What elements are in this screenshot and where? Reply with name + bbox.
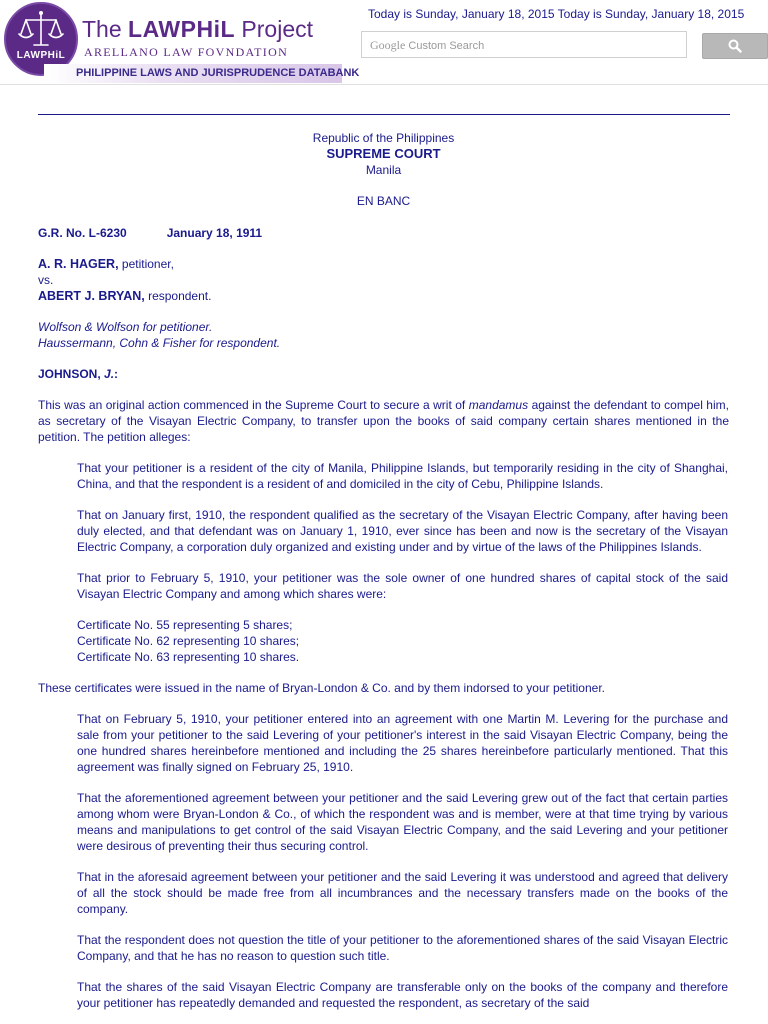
brand-name: LAWPHiL — [128, 16, 236, 42]
brand-prefix: The — [82, 16, 122, 42]
header-divider — [0, 84, 768, 85]
foundation-name: ARELLANO LAW FOVNDATION — [84, 45, 289, 59]
search-placeholder — [370, 38, 484, 53]
ponente-title: J. — [104, 367, 115, 381]
petitioner-role: petitioner, — [118, 257, 174, 271]
tagline-band — [44, 64, 360, 83]
intro-text-a: This was an original action commenced in the Supreme Court to secure a writ of — [38, 398, 469, 412]
allegation-paragraph: That on January first, 1910, the respondent qualified as the secretary of the Visayan Electric Company, after having been duly elected, and that defendant was on January 1, 1910, ever since has been and now is the secretary of the Visayan Electric Company, a corporation duly organized and existing under and by virtue of the laws of the Philippines Islands. — [77, 508, 728, 554]
google-wordmark: Google — [370, 38, 406, 52]
search-icon — [728, 39, 742, 53]
intro-emphasis: mandamus — [468, 398, 529, 412]
republic-line: Republic of the Philippines — [312, 131, 455, 145]
site-header — [0, 0, 768, 84]
intro-text-b: against the defendant to compel him, as secretary of the Visayan Electric Company, to transfer upon the books of said company certain shares mentioned in the petition. The petition alleges: — [38, 398, 729, 444]
court-name: SUPREME COURT — [326, 146, 441, 161]
certificate-item: Certificate No. 62 representing 10 shares; — [77, 634, 300, 648]
search-button[interactable] — [702, 33, 768, 59]
certificate-item: Certificate No. 63 representing 10 shares. — [77, 650, 300, 664]
search-placeholder-text: Custom Search — [408, 40, 485, 52]
ponente — [38, 366, 729, 382]
decision-document — [38, 130, 729, 1011]
tagline: PHILIPPINE LAWS AND JURISPRUDENCE DATABANK — [76, 67, 360, 79]
search-input[interactable] — [361, 31, 687, 58]
content-divider — [38, 114, 730, 115]
allegation-paragraph: That your petitioner is a resident of the city of Manila, Philippine Islands, but temporarily residing in the city of Shanghai, China, and that the respondent is a resident of and domiciled in the city of Cebu, Philippine Islands. — [77, 461, 728, 491]
logo-label: LAWPHiL — [16, 50, 66, 61]
case-parties — [38, 256, 729, 304]
division: EN BANC — [356, 194, 411, 208]
court-city: Manila — [365, 163, 402, 177]
ponente-colon: : — [114, 367, 119, 381]
certificate-item: Certificate No. 55 representing 5 shares; — [77, 618, 293, 632]
respondent-role: respondent. — [144, 289, 212, 303]
intro-paragraph — [38, 397, 729, 445]
allegation-paragraph: That prior to February 5, 1910, your petitioner was the sole owner of one hundred shares of capital stock of the said Visayan Electric Company and among which shares were: — [77, 571, 728, 601]
decision-date: January 18, 1911 — [166, 226, 263, 240]
counsel-petitioner: Wolfson & Wolfson for petitioner. — [38, 320, 213, 334]
date-display: Today is Sunday, January 18, 2015 Today is Sunday, January 18, 2015 — [368, 7, 745, 21]
certificate-list — [77, 617, 728, 665]
allegations-group-1 — [77, 460, 728, 665]
gr-number: G.R. No. L-6230 — [38, 226, 127, 240]
allegation-paragraph: That the aforementioned agreement between your petitioner and the said Levering grew out of the fact that certain parties among whom were Bryan-London & Co., of which the respondent was and is member, were at that time trying by various means and manipulations to get control of the said Visayan Electric Company, and the said Levering and your petitioner were desirous of preventing their thus securing control. — [77, 791, 728, 853]
versus: vs. — [38, 273, 54, 287]
ponente-name: JOHNSON, — [38, 367, 101, 381]
allegation-paragraph: That the shares of the said Visayan Electric Company are transferable only on the books of the company and therefore your petitioner has repeatedly demanded and requested the respondent, as secretary of the said — [77, 980, 728, 1010]
counsel-block — [38, 319, 729, 351]
brand-suffix: Project — [241, 16, 314, 42]
allegation-paragraph: That on February 5, 1910, your petitioner entered into an agreement with one Martin M. Levering for the purchase and sale from your petitioner to the said Levering of your petitioner's interest in the said Visayan Electric Company, being the one hundred shares hereinbefore mentioned and including the 25 shares hereinbefore particularly mentioned. That this agreement was finally signed on February 25, 1910. — [77, 712, 728, 774]
case-number-line — [38, 225, 729, 241]
counsel-respondent: Haussermann, Cohn & Fisher for respondent. — [38, 336, 281, 350]
petitioner-name: A. R. HAGER, — [38, 257, 119, 271]
respondent-name: ABERT J. BRYAN, — [38, 289, 145, 303]
allegations-group-2 — [77, 711, 728, 1011]
certificates-note: These certificates were issued in the name of Bryan-London & Co. and by them indorsed to your petitioner. — [38, 681, 605, 695]
court-heading — [38, 130, 729, 178]
site-title[interactable] — [82, 18, 313, 41]
allegation-paragraph: That in the aforesaid agreement between your petitioner and the said Levering it was understood and agreed that delivery of all the stock should be made free from all incumbrances and the necessary transfers made on the books of the company. — [77, 870, 728, 916]
allegation-paragraph: That the respondent does not question the title of your petitioner to the aforementioned shares of the said Visayan Electric Company, and that he has no reason to question such title. — [77, 933, 728, 963]
